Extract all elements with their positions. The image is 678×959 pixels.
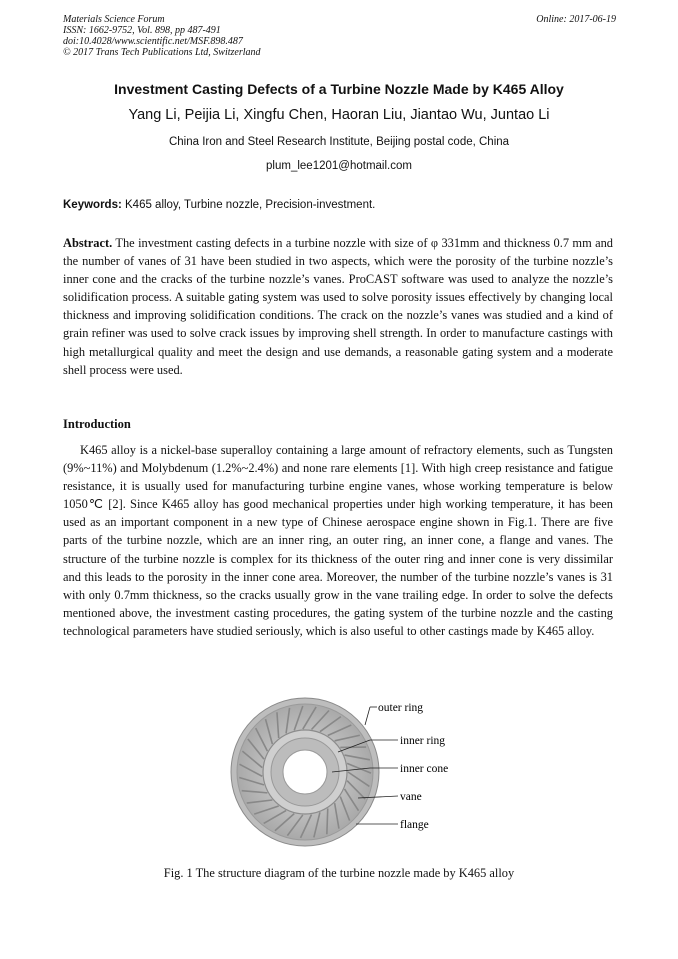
label-inner-ring: inner ring — [400, 735, 446, 747]
figure-caption: Fig. 1 The structure diagram of the turbine nozzle made by K465 alloy — [163, 866, 515, 880]
journal-name: Materials Science Forum — [63, 14, 165, 25]
journal-copyright: © 2017 Trans Tech Publications Ltd, Switzerland — [63, 47, 261, 58]
keywords-line — [63, 199, 375, 211]
journal-header — [63, 14, 261, 58]
label-inner-cone: inner cone — [400, 763, 449, 775]
label-vane: vane — [400, 791, 422, 803]
author-email: plum_lee1201@hotmail.com — [266, 160, 412, 172]
journal-issn: ISSN: 1662-9752, Vol. 898, pp 487-491 — [63, 25, 221, 36]
abstract-label: Abstract. — [63, 236, 113, 250]
vane-blade — [327, 808, 328, 834]
keywords-label: Keywords: — [63, 199, 122, 211]
abstract-text: The investment casting defects in a turbine nozzle with size of φ 331mm and thickness 0.7 mm and the number of vanes of 31 have been studied in two aspects, which were the porosity of the turbine nozzle’s inner cone and the cracks of the turbine nozzle’s vanes. ProCAST software was used to analyze the nozzle’s solidification process. A suitable gating system was used to solve porosity issues effectively by changing local thickness and improving solidification conditions. The crack on the nozzle’s vanes was studied and a kind of grain refiner was used to solve crack issues by improving shell strength. In order to manufacture castings with high metallurgical quality and meet the design and use demands, a reasonable gating system and a moderate shell process were used. — [63, 236, 614, 377]
online-date: Online: 2017-06-19 — [536, 14, 616, 25]
paper-affiliation: China Iron and Steel Research Institute, Beijing postal code, China — [168, 136, 510, 148]
turbine-nozzle-diagram — [220, 690, 470, 848]
label-outer-ring: outer ring — [378, 702, 424, 714]
keywords-text: K465 alloy, Turbine nozzle, Precision-investment. — [125, 199, 376, 211]
paper-title: Investment Casting Defects of a Turbine Nozzle Made by K465 Alloy — [114, 81, 564, 97]
introduction-paragraph: K465 alloy is a nickel-base superalloy containing a large amount of refractory elements, such as Tungsten (9%~11%) and Molybdenum (1.2%~2.4%) and none rare elements [1]. With high creep resistance and fatigue resistance, it is usually used for manufacturing turbine engine vanes, whose working temperature is below 1050℃ [2]. Since K465 alloy has good mechanical properties under high working temperature, it has been used as an important component in a new type of Chinese aerospace engine shown in Fig.1. There are five parts of the turbine nozzle, which are an inner ring, an outer ring, an inner cone, a flange and vanes. The structure of the turbine nozzle is complex for its thickness of the outer ring and inner cone is very dissimilar and this leads to the porosity in the inner cone area. Moreover, the number of the turbine nozzle’s vanes is 31 with only 0.7mm thickness, so the cracks usually grow in the vane trailing edge. In order to solve the defects mentioned above, the investment casting procedures, the gating system of the turbine nozzle and the casting technological parameters have studied seriously, which is also useful to other castings made by K465 alloy. — [63, 443, 613, 638]
abstract-paragraph — [63, 234, 613, 379]
center-hole — [283, 750, 327, 794]
journal-doi: doi:10.4028/www.scientific.net/MSF.898.487 — [63, 36, 243, 47]
figure-1 — [220, 690, 470, 848]
paper-authors: Yang Li, Peijia Li, Xingfu Chen, Haoran Liu, Jiantao Wu, Juntao Li — [128, 107, 550, 123]
label-flange: flange — [400, 819, 429, 831]
introduction-heading: Introduction — [63, 417, 131, 431]
